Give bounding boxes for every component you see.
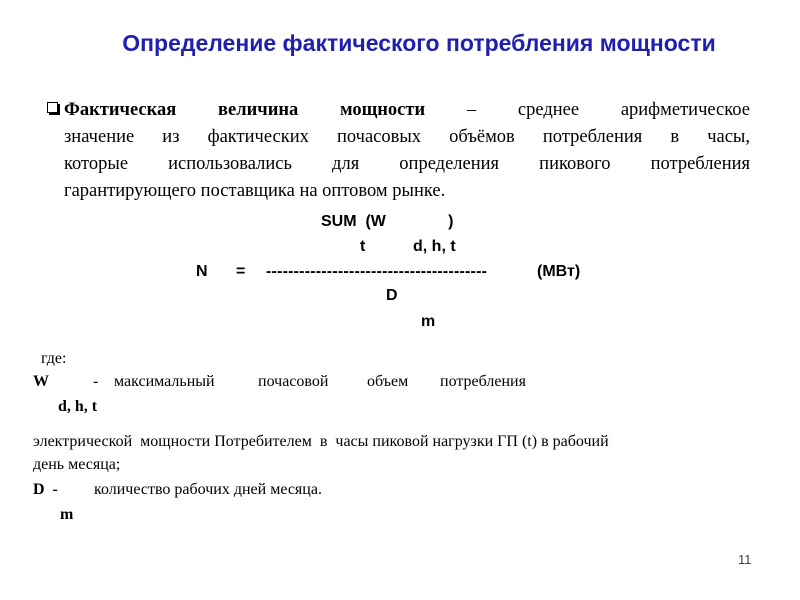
legend-w-row bbox=[0, 373, 800, 393]
definition-paragraph bbox=[64, 97, 750, 205]
formula-unit: (МВт) bbox=[537, 263, 581, 280]
legend-w-word-4: потребления bbox=[440, 373, 526, 390]
legend-w-symbol: W bbox=[33, 373, 49, 390]
legend-where: где: bbox=[41, 350, 67, 367]
formula-sub-t: t bbox=[360, 238, 366, 255]
legend-d-symbol: D - bbox=[33, 481, 58, 498]
legend-w-dash: - bbox=[93, 373, 99, 390]
definition-term: Фактическая величина мощности bbox=[64, 100, 426, 120]
definition-line-1 bbox=[64, 97, 750, 124]
formula-equals: = bbox=[236, 263, 246, 280]
legend-d-text: количество рабочих дней месяца. bbox=[94, 481, 322, 498]
legend-w-word-2: почасовой bbox=[258, 373, 329, 390]
definition-line-4: гарантирующего поставщика на оптовом рынке. bbox=[64, 181, 446, 201]
formula-sum: SUM (W ) bbox=[321, 213, 454, 230]
formula-fraction-bar: ---------------------------------------- bbox=[266, 263, 488, 280]
formula-denominator: D bbox=[386, 287, 398, 304]
formula-sub-dht: d, h, t bbox=[413, 238, 456, 255]
definition-line-3: которые использовались для определения пикового потребления bbox=[64, 154, 750, 174]
definition-text-1: – среднее арифметическое bbox=[425, 100, 750, 120]
slide-title: Определение фактического потребления мощности bbox=[122, 30, 716, 56]
legend-w-word-3: объем bbox=[367, 373, 409, 390]
definition-line-2: значение из фактических почасовых объёмов потребления в часы, bbox=[64, 127, 750, 147]
page-number: 11 bbox=[738, 552, 752, 567]
legend-w-continuation-1: электрической мощности Потребителем в часы пиковой нагрузки ГП (t) в рабочий bbox=[33, 433, 609, 450]
legend-w-word-1: максимальный bbox=[114, 373, 215, 390]
formula-n: N bbox=[196, 263, 208, 280]
formula-denominator-sub: m bbox=[421, 313, 436, 330]
checkbox-bullet-icon bbox=[47, 102, 58, 113]
legend-w-continuation-2: день месяца; bbox=[33, 456, 121, 473]
legend-d-subscript: m bbox=[60, 506, 74, 523]
legend-w-subscript: d, h, t bbox=[58, 398, 98, 415]
